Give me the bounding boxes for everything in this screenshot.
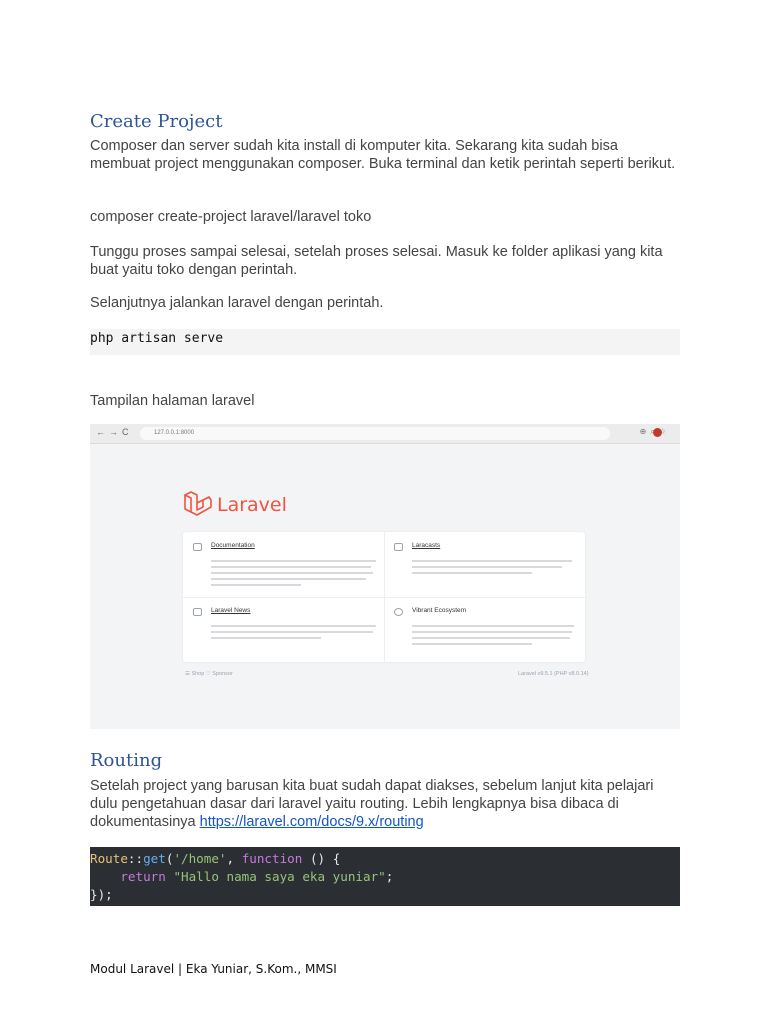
page-footer: Modul Laravel | Eka Yuniar, S.Kom., MMSI (90, 962, 337, 976)
browser-toolbar (90, 424, 680, 444)
book-icon (193, 543, 202, 551)
code-block-route (90, 847, 680, 906)
card-title: Vibrant Ecosystem (412, 607, 467, 614)
card-laravel-news (183, 597, 384, 662)
card-vibrant-ecosystem (384, 597, 585, 662)
globe-icon (394, 608, 403, 616)
paragraph-routing (90, 777, 680, 831)
docs-routing-link[interactable]: https://laravel.com/docs/9.x/routing (199, 814, 424, 830)
code-line-3: }); (90, 887, 113, 902)
card-laracasts (384, 532, 585, 597)
browser-tool-icons: ⊕⌕☆ (639, 427, 670, 436)
laravel-logo-icon (183, 490, 213, 520)
code-line: php artisan serve (90, 331, 224, 346)
address-url: 127.0.0.1:8000 (154, 430, 195, 436)
laravel-screenshot (90, 424, 680, 729)
heading-routing: Routing (90, 750, 163, 771)
routing-text: Setelah project yang barusan kita buat sudah dapat diakses, sebelum lanjut kita pelajari dulu pengetahuan dasar dari laravel yaitu routing. Lebih lengkapnya bisa dibaca di dokumentasinya (90, 778, 654, 830)
paragraph-intro: Composer dan server sudah kita install di komputer kita. Sekarang kita sudah bisa membuat project menggunakan composer. Buka terminal dan ketik perintah seperti berikut. (90, 138, 676, 172)
screenshot-footer-right: Laravel v9.5.1 (PHP v8.0.14) (518, 671, 589, 677)
paragraph-wait: Tunggu proses sampai selesai, setelah proses selesai. Masuk ke folder aplikasi yang kita buat yaitu toko dengan perintah. (90, 244, 663, 278)
screenshot-footer-left: ☰ Shop ♡ Sponsor (185, 671, 233, 677)
paragraph-caption: Tampilan halaman laravel (90, 393, 255, 409)
card-documentation (183, 532, 384, 597)
laravel-logo-text: Laravel (217, 494, 287, 516)
code-line-2: return "Hallo nama saya eka yuniar"; (120, 869, 394, 884)
welcome-card (183, 532, 585, 662)
card-title: Laravel News (211, 607, 251, 614)
code-block-artisan (90, 329, 680, 355)
browser-nav-icons: ←→C (96, 427, 133, 437)
card-title: Documentation (211, 542, 255, 549)
paragraph-command: composer create-project laravel/laravel toko (90, 209, 372, 225)
card-title: Laracasts (412, 542, 441, 549)
heading-create-project: Create Project (90, 111, 223, 132)
code-line-1: Route::get('/home', function () { (90, 851, 341, 866)
paragraph-run: Selanjutnya jalankan laravel dengan perintah. (90, 295, 384, 311)
chat-icon (193, 608, 202, 616)
address-bar (140, 427, 610, 440)
camera-icon (394, 543, 403, 551)
